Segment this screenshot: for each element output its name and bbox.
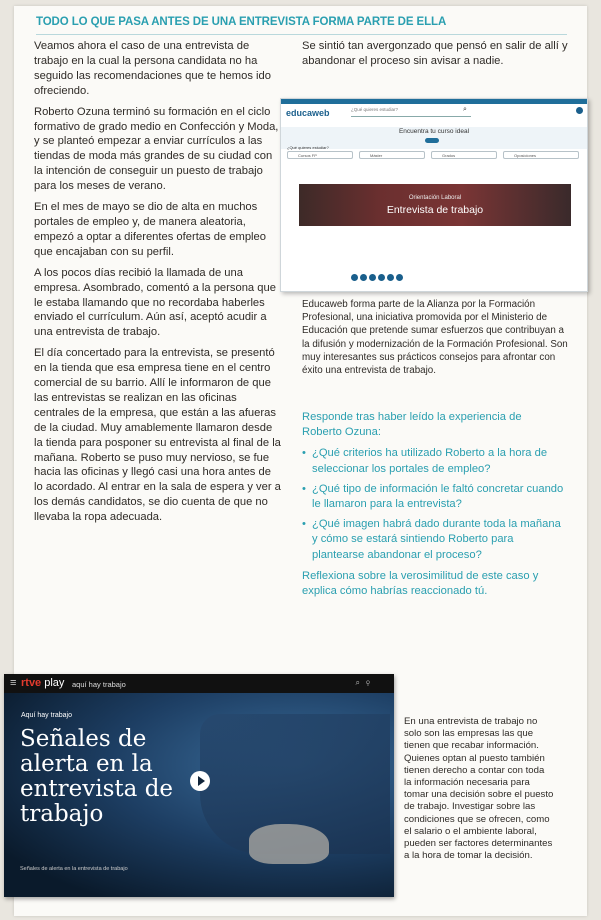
site-search-field: ¿Qué quieres estudiar? [351, 107, 471, 117]
course-finder-title: Encuentra tu curso ideal [398, 128, 470, 135]
heading-divider [36, 34, 567, 35]
channel-name: aquí hay trabajo [72, 680, 126, 689]
educaweb-description: Educaweb forma parte de la Alianza por la Formación Profesional, una iniciativa promovida por el Ministerio de Educación que pretende sumar esfuerzos que contribuyan a la difusión y modernización de la Formación Profesional. Son muy interesantes sus prácticos consejos para afrontar con éxito una entrevista de trabajo. [302, 299, 568, 377]
social-icons [351, 274, 405, 283]
user-icon: ⚲ [366, 678, 376, 687]
course-option: Máster [359, 151, 425, 159]
share-icon [387, 274, 394, 281]
question-item: • ¿Qué imagen habrá dado durante toda la mañana y cómo se estará sintiendo Roberto para plantearse abandonar el proceso? [302, 517, 564, 563]
side-note-text: En una entrevista de trabajo no solo son las empresas las que tienen que recabar información. Quienes optan al puesto también tienen derecho a contar con toda la información necesaria para tomar una decisión sobre el puesto de trabajo. Investigar sobre las condiciones que se ofrecen, como el salario o el ambiente laboral, pueden ser factores determinantes a la hora de tomar la decisión. [404, 716, 554, 862]
rtve-brand: rtve [21, 677, 42, 689]
print-icon [396, 274, 403, 281]
educaweb-logo: educaweb [286, 108, 330, 118]
hand-illustration [249, 824, 329, 864]
search-icon: ⌕ [355, 678, 367, 687]
course-option: Cursos FP [287, 151, 353, 159]
site-top-bar [281, 99, 587, 104]
paragraph: El día concertado para la entrevista, se presentó en la tienda que esa empresa tiene en el centro comercial de su barrio. Allí le informaron de que las entrevistas se realizan en las oficinas centrales de la empresa, que están a las afueras de la ciudad. Muy amablemente llamaron desde la tienda para posponer su entrevista al final de la mañana. Roberto se puso muy nervioso, se fue hacia las oficinas y llegó casi una hora antes de lo acordado. Al entrar en la sala de espera y ver a los demás candidatos, se dio cuenta de que no llevaba la ropa adecuada. [34, 347, 281, 524]
paragraph: Se sintió tan avergonzado que pensó en salir de allí y abandonar el proceso sin avisar a nadie. [302, 40, 568, 67]
side-note [404, 716, 554, 862]
question-item: • ¿Qué tipo de información le faltó concretar cuando le llamaron para la entrevista? [302, 482, 564, 512]
course-options [287, 151, 581, 160]
reflection-prompt: Reflexiona sobre la verosimilitud de este caso y explica cómo habrías reaccionado tú. [302, 569, 539, 598]
email-icon [378, 274, 385, 281]
course-option: Oposiciones [503, 151, 579, 159]
paragraph: Veamos ahora el caso de una entrevista de trabajo en la cual la persona candidata no ha seguido las recomendaciones que te hemos ido ofreciendo. [34, 40, 271, 97]
play-brand: play [44, 677, 65, 689]
course-question: ¿Qué quieres estudiar? [287, 145, 329, 150]
course-option: Grados [431, 151, 497, 159]
questions-box [302, 410, 564, 599]
educaweb-website-screenshot [280, 98, 588, 292]
user-icon [576, 107, 583, 114]
right-column [302, 39, 570, 75]
rtve-video-screenshot [4, 674, 394, 897]
paragraph: Roberto Ozuna terminó su formación en el ciclo formativo de grado medio en Confección y Moda, y se planteó empezar a enviar currículos a las tiendas de moda más grandes de su ciudad con la intención de conseguir un puesto de trabajo para los meses de verano. [34, 105, 279, 193]
twitter-icon [360, 274, 367, 281]
search-icon: ⌕ [463, 106, 467, 113]
menu-icon: ≡ [10, 677, 17, 689]
paragraph: A los pocos días recibió la llamada de una empresa. Asombrado, comentó a la persona que le estaba llamando que no recordaba haberles enviado el currículum. Aún así, aceptó acudir a una entrevista de trabajo. [34, 266, 276, 339]
video-caption: Señales de alerta en la entrevista de trabajo [20, 866, 128, 872]
book-page [10, 6, 587, 916]
hero-kicker: Orientación Laboral [408, 195, 462, 201]
video-program-tag: Aquí hay trabajo [21, 712, 72, 719]
question-item: • ¿Qué criterios ha utilizado Roberto a la hora de seleccionar los portales de empleo? [302, 446, 564, 476]
section-heading: TODO LO QUE PASA ANTES DE UNA ENTREVISTA FORMA PARTE DE ELLA [36, 16, 447, 28]
facebook-icon [351, 274, 358, 281]
top-icons [356, 678, 376, 688]
course-finder-badge [425, 138, 439, 143]
video-title: Señales de alerta en la entrevista de trabajo [20, 726, 174, 827]
rtve-play-logo [21, 677, 64, 689]
questions-list [302, 446, 564, 562]
questions-heading: Responde tras haber leído la experiencia de Roberto Ozuna: [302, 411, 522, 439]
left-column [34, 39, 282, 531]
paragraph: En el mes de mayo se dio de alta en muchos portales de empleo y, de manera aleatoria, empezó a optar a diferentes ofertas de empleo que encajaban con su perfil. [34, 201, 266, 258]
linkedin-icon [369, 274, 376, 281]
hero-title: Entrevista de trabajo [386, 204, 484, 216]
play-icon [190, 771, 210, 791]
